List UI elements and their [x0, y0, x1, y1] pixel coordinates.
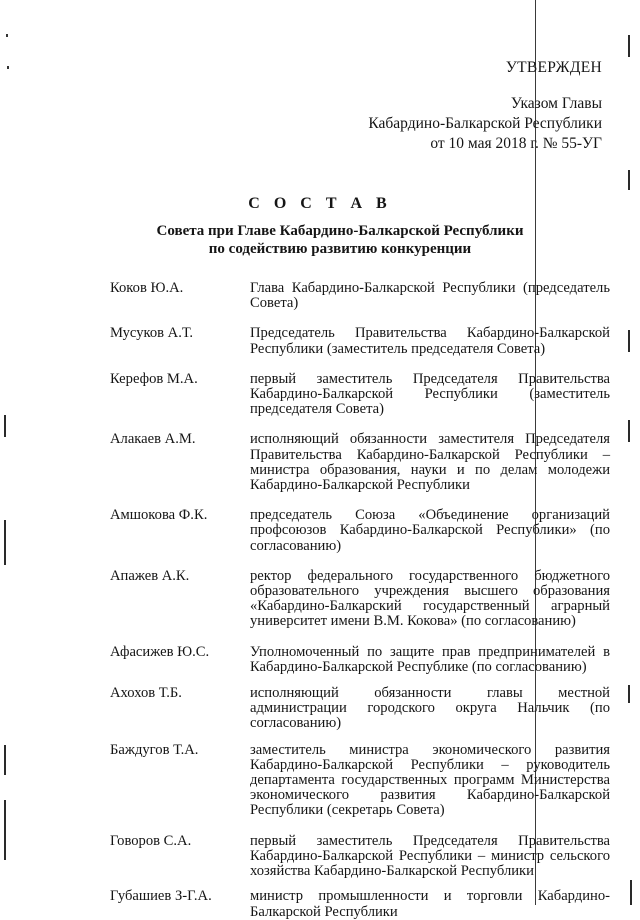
member-role: первый заместитель Председателя Правительства Кабардино-Балкарской Республики – министр сельского хозяйства Кабардино-Балкарской Республики [250, 832, 610, 880]
subtitle-line: Совета при Главе Кабардино-Балкарской Республики [156, 223, 524, 239]
member-row [110, 645, 610, 675]
member-row [110, 372, 610, 418]
member-role: Глава Кабардино-Балкарской Республики (председатель Совета) [250, 280, 610, 312]
member-role: Уполномоченный по защите прав предпринимателей в Кабардино-Балкарской Республике (по согласованию) [250, 643, 610, 675]
member-name: Алакаев А.М. [110, 431, 196, 448]
scan-artifact-line [630, 880, 632, 905]
member-name: Говоров С.А. [110, 832, 192, 849]
member-name: Афасижев Ю.С. [110, 643, 210, 660]
scan-artifact-line [628, 170, 630, 190]
scan-artifact-line [4, 745, 6, 775]
member-name: Баждугов Т.А. [110, 741, 199, 758]
member-role: исполняющий обязанности заместителя Председателя Правительства Кабардино-Балкарской Республики – министра образования, науки и по делам молодежи Кабардино-Балкарской Республики [250, 431, 610, 494]
member-role: заместитель министра экономического развития Кабардино-Балкарской Республики – руководитель департамента государственных программ Министерства экономического развития Кабардино-Балкарской Республики (секретарь Совета) [250, 741, 610, 819]
member-name: Амшокова Ф.К. [110, 507, 208, 524]
subtitle-line: по содействию развитию конкуренции [208, 241, 472, 257]
scan-speck [6, 34, 8, 37]
scan-artifact-line [4, 415, 6, 437]
member-role: первый заместитель Председателя Правительства Кабардино-Балкарской Республики (заместитель председателя Совета) [250, 370, 610, 418]
member-row [110, 834, 610, 880]
approval-line: Указом Главы [510, 95, 602, 112]
member-row [110, 432, 610, 493]
member-name: Губашиев З-Г.А. [110, 888, 212, 905]
member-row [110, 326, 610, 356]
scan-artifact-line [4, 520, 6, 565]
member-name: Ахохов Т.Б. [110, 685, 182, 702]
document-title: С О С Т А В [248, 195, 392, 212]
member-row [110, 569, 610, 630]
approval-status: УТВЕРЖДЕН [505, 59, 602, 76]
approval-block [368, 58, 602, 154]
member-role: министр промышленности и торговли Кабардино-Балкарской Республики [250, 888, 610, 920]
document-subtitle [120, 222, 560, 258]
member-name: Мусуков А.Т. [110, 325, 193, 342]
members-list [110, 281, 610, 920]
member-role: председатель Союза «Объединение организаций профсоюзов Кабардино-Балкарской Республики» (по согласованию) [250, 507, 610, 554]
member-row [110, 686, 610, 732]
scan-artifact-line [628, 330, 630, 352]
member-role: ректор федерального государственного бюджетного образовательного учреждения высшего образования «Кабардино-Балкарский государственный аграрный университет имени В.М. Кокова» (по согласованию) [250, 567, 610, 630]
member-row [110, 508, 610, 554]
scan-speck [7, 66, 9, 69]
member-name: Коков Ю.А. [110, 280, 184, 296]
scan-artifact-line [628, 35, 630, 57]
scan-artifact-line [4, 800, 6, 860]
member-row [110, 281, 610, 311]
member-name: Керефов М.А. [110, 370, 198, 387]
scan-artifact-line [628, 420, 630, 442]
approval-date: от 10 мая 2018 г. № 55-УГ [430, 135, 602, 152]
approval-line: Кабардино-Балкарской Республики [368, 115, 602, 132]
member-role: Председатель Правительства Кабардино-Балкарской Республики (заместитель председателя Совета) [250, 325, 610, 357]
member-role: исполняющий обязанности главы местной администрации городского округа Нальчик (по согласованию) [250, 685, 610, 732]
scan-artifact-line [628, 685, 630, 703]
member-row [110, 743, 610, 819]
member-name: Апажев А.К. [110, 567, 190, 584]
